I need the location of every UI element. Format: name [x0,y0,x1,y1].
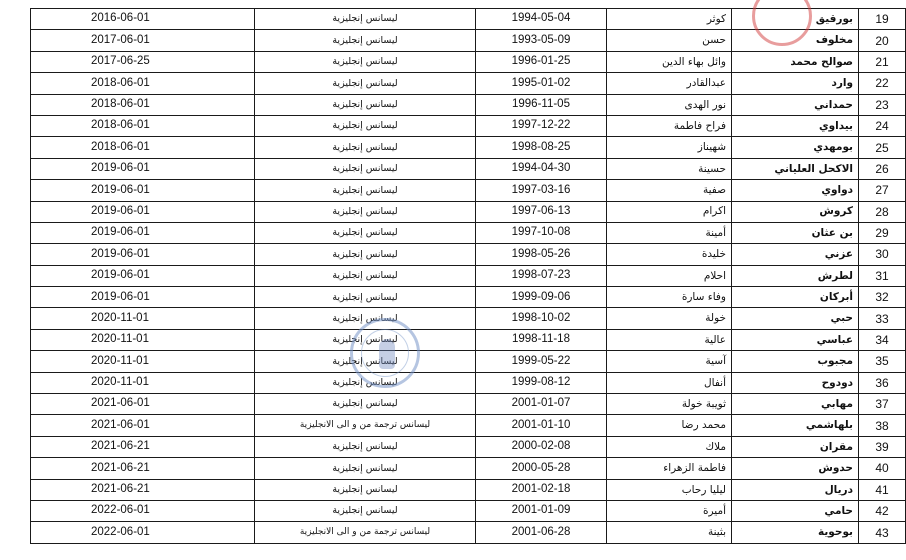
table-row [31,180,906,201]
table-row [31,500,906,521]
degree-cell: ليسانس إنجليزية [255,158,476,179]
birth-date-cell: 1999-09-06 [476,287,607,308]
row-number-cell: 39 [859,436,906,457]
last-name-cell: بوحوية [732,522,859,543]
row-number-cell: 34 [859,329,906,350]
table-row [31,30,906,51]
first-name-cell: حسينة [607,158,732,179]
table-row [31,308,906,329]
last-name-cell: عزني [732,244,859,265]
birth-date-cell: 2001-01-10 [476,415,607,436]
table-row [31,9,906,30]
first-name-cell: عبدالقادر [607,73,732,94]
graduation-date-cell: 2020-11-01 [31,308,255,329]
last-name-cell: لطرش [732,265,859,286]
graduation-date-cell: 2019-06-01 [31,158,255,179]
row-number-cell: 31 [859,265,906,286]
graduation-date-cell: 2021-06-21 [31,458,255,479]
last-name-cell: بيداوي [732,115,859,136]
last-name-cell: حمداني [732,94,859,115]
degree-cell: ليسانس إنجليزية [255,308,476,329]
first-name-cell: خولة [607,308,732,329]
birth-date-cell: 1998-10-02 [476,308,607,329]
table-row [31,94,906,115]
birth-date-cell: 1997-12-22 [476,115,607,136]
table-row [31,351,906,372]
last-name-cell: أبركان [732,287,859,308]
degree-cell: ليسانس إنجليزية [255,436,476,457]
birth-date-cell: 1994-04-30 [476,158,607,179]
row-number-cell: 23 [859,94,906,115]
first-name-cell: وائل بهاء الدين [607,51,732,72]
row-number-cell: 36 [859,372,906,393]
first-name-cell: بثينة [607,522,732,543]
row-number-cell: 19 [859,9,906,30]
birth-date-cell: 1998-08-25 [476,137,607,158]
birth-date-cell: 2001-06-28 [476,522,607,543]
first-name-cell: أمينة [607,222,732,243]
birth-date-cell: 1999-05-22 [476,351,607,372]
degree-cell: ليسانس إنجليزية [255,180,476,201]
last-name-cell: كروش [732,201,859,222]
first-name-cell: كوثر [607,9,732,30]
degree-cell: ليسانس إنجليزية [255,351,476,372]
row-number-cell: 29 [859,222,906,243]
last-name-cell: دريال [732,479,859,500]
row-number-cell: 42 [859,500,906,521]
row-number-cell: 20 [859,30,906,51]
degree-cell: ليسانس إنجليزية [255,9,476,30]
last-name-cell: مجبوب [732,351,859,372]
birth-date-cell: 2001-01-07 [476,394,607,415]
first-name-cell: صفية [607,180,732,201]
row-number-cell: 40 [859,458,906,479]
degree-cell: ليسانس إنجليزية [255,94,476,115]
row-number-cell: 43 [859,522,906,543]
degree-cell: ليسانس إنجليزية [255,30,476,51]
table-row [31,115,906,136]
last-name-cell: بورقيق [732,9,859,30]
table-row [31,158,906,179]
row-number-cell: 25 [859,137,906,158]
row-number-cell: 24 [859,115,906,136]
graduation-date-cell: 2020-11-01 [31,329,255,350]
last-name-cell: عباسي [732,329,859,350]
first-name-cell: نور الهدى [607,94,732,115]
birth-date-cell: 2001-01-09 [476,500,607,521]
row-number-cell: 32 [859,287,906,308]
graduation-date-cell: 2019-06-01 [31,287,255,308]
degree-cell: ليسانس إنجليزية [255,394,476,415]
degree-cell: ليسانس إنجليزية [255,115,476,136]
last-name-cell: بومهدي [732,137,859,158]
table-row [31,265,906,286]
birth-date-cell: 1996-01-25 [476,51,607,72]
graduation-date-cell: 2019-06-01 [31,244,255,265]
row-number-cell: 41 [859,479,906,500]
table-row [31,287,906,308]
first-name-cell: فاطمة الزهراء [607,458,732,479]
degree-cell: ليسانس إنجليزية [255,201,476,222]
graduation-date-cell: 2019-06-01 [31,201,255,222]
last-name-cell: مهابي [732,394,859,415]
table-row [31,222,906,243]
graduation-date-cell: 2022-06-01 [31,522,255,543]
last-name-cell: دواوي [732,180,859,201]
degree-cell: ليسانس إنجليزية [255,73,476,94]
table-row [31,436,906,457]
birth-date-cell: 1998-11-18 [476,329,607,350]
first-name-cell: عالية [607,329,732,350]
graduation-date-cell: 2018-06-01 [31,137,255,158]
birth-date-cell: 1993-05-09 [476,30,607,51]
last-name-cell: بن عثان [732,222,859,243]
table-row [31,329,906,350]
graduation-date-cell: 2021-06-21 [31,436,255,457]
first-name-cell: ليليا رحاب [607,479,732,500]
last-name-cell: حبي [732,308,859,329]
birth-date-cell: 1997-03-16 [476,180,607,201]
last-name-cell: حدوش [732,458,859,479]
table-row [31,479,906,500]
row-number-cell: 22 [859,73,906,94]
table-row [31,372,906,393]
table-row [31,458,906,479]
first-name-cell: وفاء سارة [607,287,732,308]
table-row [31,73,906,94]
degree-cell: ليسانس إنجليزية [255,244,476,265]
row-number-cell: 35 [859,351,906,372]
row-number-cell: 28 [859,201,906,222]
last-name-cell: الاكحل العلياني [732,158,859,179]
row-number-cell: 27 [859,180,906,201]
birth-date-cell: 1997-10-08 [476,222,607,243]
graduation-date-cell: 2021-06-21 [31,479,255,500]
first-name-cell: اكرام [607,201,732,222]
graduation-date-cell: 2021-06-01 [31,394,255,415]
last-name-cell: مخلوف [732,30,859,51]
table-row [31,415,906,436]
first-name-cell: أميرة [607,500,732,521]
degree-cell: ليسانس إنجليزية [255,222,476,243]
row-number-cell: 38 [859,415,906,436]
row-number-cell: 21 [859,51,906,72]
graduation-date-cell: 2021-06-01 [31,415,255,436]
graduation-date-cell: 2018-06-01 [31,94,255,115]
table-row [31,137,906,158]
row-number-cell: 30 [859,244,906,265]
first-name-cell: محمد رضا [607,415,732,436]
graduation-date-cell: 2016-06-01 [31,9,255,30]
graduation-date-cell: 2018-06-01 [31,115,255,136]
first-name-cell: ملاك [607,436,732,457]
first-name-cell: فراح فاطمة [607,115,732,136]
first-name-cell: ثويبة خولة [607,394,732,415]
graduation-date-cell: 2017-06-01 [31,30,255,51]
birth-date-cell: 1998-07-23 [476,265,607,286]
graduation-date-cell: 2022-06-01 [31,500,255,521]
first-name-cell: شهيناز [607,137,732,158]
birth-date-cell: 2000-02-08 [476,436,607,457]
last-name-cell: مقران [732,436,859,457]
row-number-cell: 33 [859,308,906,329]
birth-date-cell: 1994-05-04 [476,9,607,30]
table-row [31,201,906,222]
last-name-cell: صوالح محمد [732,51,859,72]
degree-cell: ليسانس إنجليزية [255,500,476,521]
graduation-date-cell: 2019-06-01 [31,265,255,286]
degree-cell: ليسانس إنجليزية [255,458,476,479]
degree-cell: ليسانس إنجليزية [255,479,476,500]
birth-date-cell: 1995-01-02 [476,73,607,94]
degree-cell: ليسانس إنجليزية [255,287,476,308]
row-number-cell: 26 [859,158,906,179]
first-name-cell: حسن [607,30,732,51]
applicants-table [30,8,906,544]
degree-cell: ليسانس ترجمة من و الى الانجليزية [255,522,476,543]
degree-cell: ليسانس إنجليزية [255,51,476,72]
last-name-cell: بلهاشمي [732,415,859,436]
last-name-cell: حامي [732,500,859,521]
graduation-date-cell: 2019-06-01 [31,180,255,201]
degree-cell: ليسانس إنجليزية [255,372,476,393]
last-name-cell: وارد [732,73,859,94]
first-name-cell: آسية [607,351,732,372]
degree-cell: ليسانس إنجليزية [255,329,476,350]
graduation-date-cell: 2017-06-25 [31,51,255,72]
first-name-cell: خليدة [607,244,732,265]
degree-cell: ليسانس ترجمة من و الى الانجليزية [255,415,476,436]
table-row [31,244,906,265]
first-name-cell: أنفال [607,372,732,393]
table-body [31,9,906,544]
birth-date-cell: 2001-02-18 [476,479,607,500]
graduation-date-cell: 2020-11-01 [31,351,255,372]
row-number-cell: 37 [859,394,906,415]
first-name-cell: احلام [607,265,732,286]
graduation-date-cell: 2018-06-01 [31,73,255,94]
degree-cell: ليسانس إنجليزية [255,265,476,286]
graduation-date-cell: 2020-11-01 [31,372,255,393]
graduation-date-cell: 2019-06-01 [31,222,255,243]
table-row [31,51,906,72]
table-row [31,394,906,415]
birth-date-cell: 1999-08-12 [476,372,607,393]
degree-cell: ليسانس إنجليزية [255,137,476,158]
table-row [31,522,906,543]
birth-date-cell: 1998-05-26 [476,244,607,265]
birth-date-cell: 1996-11-05 [476,94,607,115]
birth-date-cell: 2000-05-28 [476,458,607,479]
last-name-cell: دودوح [732,372,859,393]
birth-date-cell: 1997-06-13 [476,201,607,222]
